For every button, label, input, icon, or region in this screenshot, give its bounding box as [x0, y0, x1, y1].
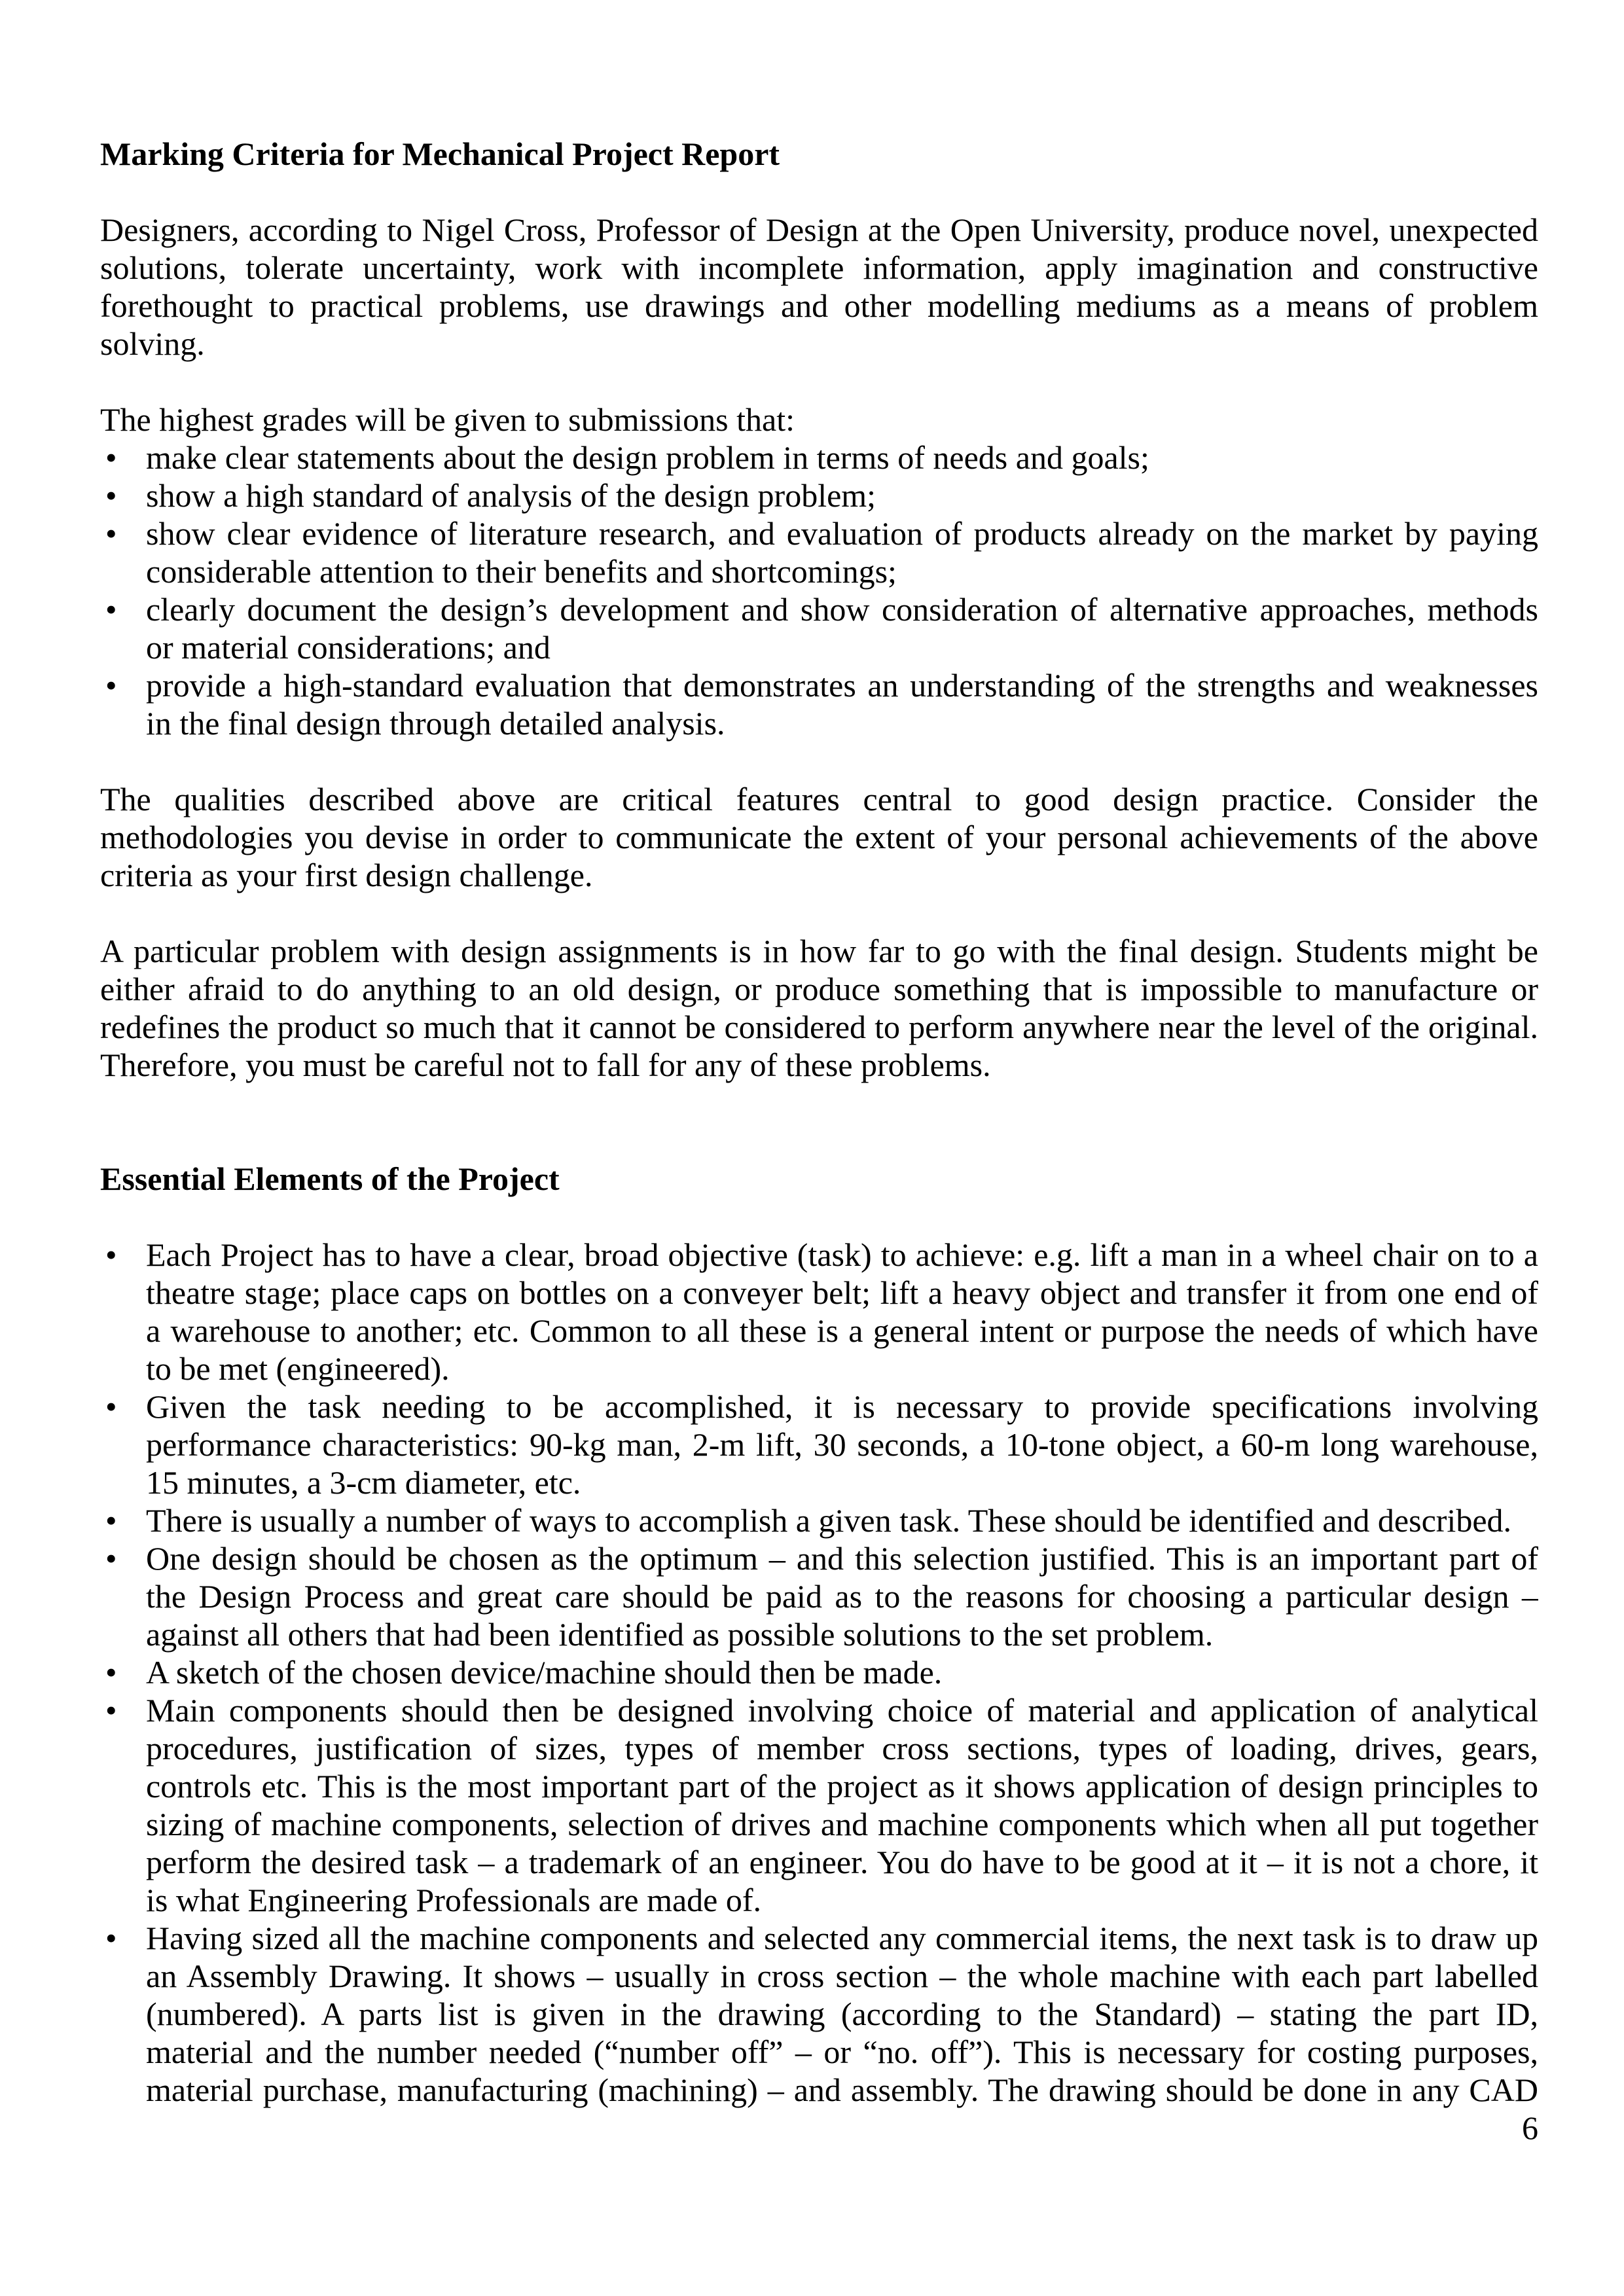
bullet-icon: • [105, 515, 117, 552]
bullet-icon: • [105, 1540, 117, 1577]
text-line: against all others that had been identified as possible solutions to the set problem. [146, 1616, 1214, 1653]
text-line: theatre stage; place caps on bottles on a conveyer belt; lift a heavy object and transfer it from one end of [146, 1274, 1538, 1311]
problem-paragraph [100, 932, 1538, 1084]
list-item [100, 439, 1538, 476]
text-line: There is usually a number of ways to accomplish a given task. These should be identified and described. [146, 1502, 1512, 1539]
text-line: A sketch of the chosen device/machine should then be made. [146, 1654, 943, 1691]
text-line: One design should be chosen as the optimum – and this selection justified. This is an important part of [146, 1540, 1538, 1577]
text-line: (numbered). A parts list is given in the drawing (according to the Standard) – stating the part ID, [146, 1996, 1538, 2032]
text-line: show a high standard of analysis of the design problem; [146, 477, 876, 514]
grades-intro-line: The highest grades will be given to submissions that: [100, 401, 795, 438]
bullet-icon: • [105, 667, 117, 704]
text-line: a warehouse to another; etc. Common to all these is a general intent or purpose the needs of which have [146, 1312, 1538, 1349]
intro-paragraph [100, 211, 1538, 363]
text-line: an Assembly Drawing. It shows – usually in cross section – the whole machine with each part labelled [146, 1958, 1538, 1994]
bullet-icon: • [105, 1692, 117, 1729]
list-item [100, 1388, 1538, 1501]
page-number: 6 [1522, 2109, 1538, 2146]
text-line: Having sized all the machine components and selected any commercial items, the next task is to draw up [146, 1920, 1538, 1956]
list-item [100, 590, 1538, 666]
bullet-icon: • [105, 1236, 117, 1273]
spacer [100, 1084, 1538, 1122]
text-line: sizing of machine components, selection of drives and machine components which when all put together [146, 1806, 1538, 1842]
spacer [100, 363, 1538, 401]
bullet-icon: • [105, 439, 117, 476]
bullet-icon: • [105, 1502, 117, 1539]
spacer [100, 742, 1538, 780]
text-line: forethought to practical problems, use drawings and other modelling mediums as a means of problem [100, 287, 1538, 324]
section-heading: Essential Elements of the Project [100, 1160, 560, 1197]
text-line: perform the desired task – a trademark of an engineer. You do have to be good at it – it is not a chore, it [146, 1844, 1538, 1880]
text-line: 15 minutes, a 3-cm diameter, etc. [146, 1464, 581, 1501]
text-line: Each Project has to have a clear, broad objective (task) to achieve: e.g. lift a man in a wheel chair on to a [146, 1236, 1538, 1273]
list-item [100, 1653, 1538, 1691]
list-item [100, 1919, 1538, 2109]
text-line: clearly document the design’s development and show consideration of alternative approaches, methods [146, 591, 1538, 628]
text-line: performance characteristics: 90-kg man, 2-m lift, 30 seconds, a 10-tone object, a 60-m long warehouse, [146, 1426, 1538, 1463]
text-line: A particular problem with design assignments is in how far to go with the final design. Students might be [100, 933, 1538, 969]
text-line: material and the number needed (“number off” – or “no. off”). This is necessary for costing purposes, [146, 2034, 1538, 2070]
text-line: Designers, according to Nigel Cross, Professor of Design at the Open University, produce novel, unexpected [100, 211, 1538, 248]
bullet-icon: • [105, 477, 117, 514]
list-item [100, 666, 1538, 742]
spacer [100, 894, 1538, 932]
spacer [100, 173, 1538, 211]
text-line: provide a high-standard evaluation that demonstrates an understanding of the strengths and weaknesses [146, 667, 1538, 704]
bullet-icon: • [105, 591, 117, 628]
text-line: material purchase, manufacturing (machining) – and assembly. The drawing should be done in any CAD [146, 2072, 1538, 2108]
list-item [100, 514, 1538, 590]
qualities-paragraph [100, 780, 1538, 894]
text-line: methodologies you devise in order to communicate the extent of your personal achievements of the above [100, 819, 1538, 855]
text-line: considerable attention to their benefits and shortcomings; [146, 553, 897, 590]
spacer [100, 1198, 1538, 1236]
text-line: criteria as your first design challenge. [100, 857, 593, 893]
text-line: procedures, justification of sizes, types of member cross sections, types of loading, drives, gears, [146, 1730, 1538, 1767]
bullet-icon: • [105, 1654, 117, 1691]
list-item [100, 1236, 1538, 1388]
text-line: Given the task needing to be accomplished, it is necessary to provide specifications involving [146, 1388, 1538, 1425]
text-line: the Design Process and great care should be paid as to the reasons for choosing a particular design – [146, 1578, 1538, 1615]
text-line: or material considerations; and [146, 629, 550, 666]
text-line: Therefore, you must be careful not to fall for any of these problems. [100, 1047, 991, 1083]
list-item [100, 1501, 1538, 1539]
text-line: The qualities described above are critical features central to good design practice. Consider the [100, 781, 1538, 817]
text-line: solutions, tolerate uncertainty, work with incomplete information, apply imagination and constructive [100, 249, 1538, 286]
list-item [100, 1691, 1538, 1919]
grades-bullet-list [100, 439, 1538, 742]
text-line: make clear statements about the design problem in terms of needs and goals; [146, 439, 1149, 476]
text-line: show clear evidence of literature research, and evaluation of products already on the market by paying [146, 515, 1538, 552]
text-line: either afraid to do anything to an old design, or produce something that is impossible to manufacture or [100, 971, 1538, 1007]
text-line: redefines the product so much that it cannot be considered to perform anywhere near the level of the original. [100, 1009, 1538, 1045]
text-line: solving. [100, 325, 205, 362]
document-title: Marking Criteria for Mechanical Project Report [100, 135, 780, 172]
text-line: Main components should then be designed involving choice of material and application of analytical [146, 1692, 1538, 1729]
spacer [100, 1122, 1538, 1160]
essential-bullet-list [100, 1236, 1538, 2109]
list-item [100, 1539, 1538, 1653]
bullet-icon: • [105, 1920, 117, 1956]
text-line: controls etc. This is the most important part of the project as it shows application of design principles to [146, 1768, 1538, 1804]
bullet-icon: • [105, 1388, 117, 1425]
text-line: in the final design through detailed analysis. [146, 705, 725, 742]
text-line: to be met (engineered). [146, 1350, 450, 1387]
list-item [100, 476, 1538, 514]
text-line: is what Engineering Professionals are made of. [146, 1882, 762, 1918]
